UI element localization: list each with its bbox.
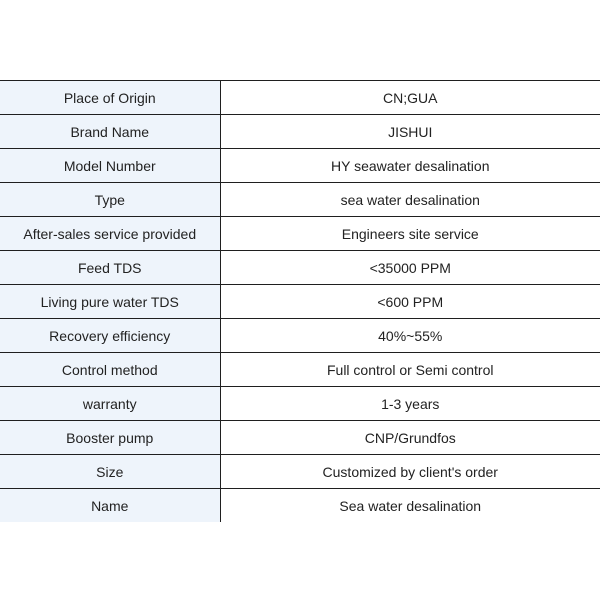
table-row: [0, 251, 600, 285]
row-label: warranty: [0, 387, 220, 421]
row-value: JISHUI: [220, 115, 600, 149]
row-value: CN;GUA: [220, 81, 600, 115]
row-value: Engineers site service: [220, 217, 600, 251]
row-value: 1-3 years: [220, 387, 600, 421]
row-value: Sea water desalination: [220, 489, 600, 523]
table-row: [0, 217, 600, 251]
row-label: Size: [0, 455, 220, 489]
row-label: Control method: [0, 353, 220, 387]
row-value: CNP/Grundfos: [220, 421, 600, 455]
table-row: [0, 353, 600, 387]
row-value: Full control or Semi control: [220, 353, 600, 387]
row-label: After-sales service provided: [0, 217, 220, 251]
table-row: [0, 149, 600, 183]
row-label: Booster pump: [0, 421, 220, 455]
table-row: [0, 319, 600, 353]
row-value: Customized by client's order: [220, 455, 600, 489]
row-value: <35000 PPM: [220, 251, 600, 285]
row-label: Feed TDS: [0, 251, 220, 285]
row-value: 40%~55%: [220, 319, 600, 353]
table-row: [0, 81, 600, 115]
row-label: Brand Name: [0, 115, 220, 149]
table-row: [0, 115, 600, 149]
table-row: [0, 285, 600, 319]
spec-table: [0, 80, 600, 522]
row-value: HY seawater desalination: [220, 149, 600, 183]
row-label: Place of Origin: [0, 81, 220, 115]
table-row: [0, 421, 600, 455]
row-value: sea water desalination: [220, 183, 600, 217]
row-value: <600 PPM: [220, 285, 600, 319]
table-row: [0, 489, 600, 523]
row-label: Model Number: [0, 149, 220, 183]
table-row: [0, 455, 600, 489]
table-row: [0, 387, 600, 421]
row-label: Type: [0, 183, 220, 217]
row-label: Recovery efficiency: [0, 319, 220, 353]
table-row: [0, 183, 600, 217]
row-label: Name: [0, 489, 220, 523]
row-label: Living pure water TDS: [0, 285, 220, 319]
